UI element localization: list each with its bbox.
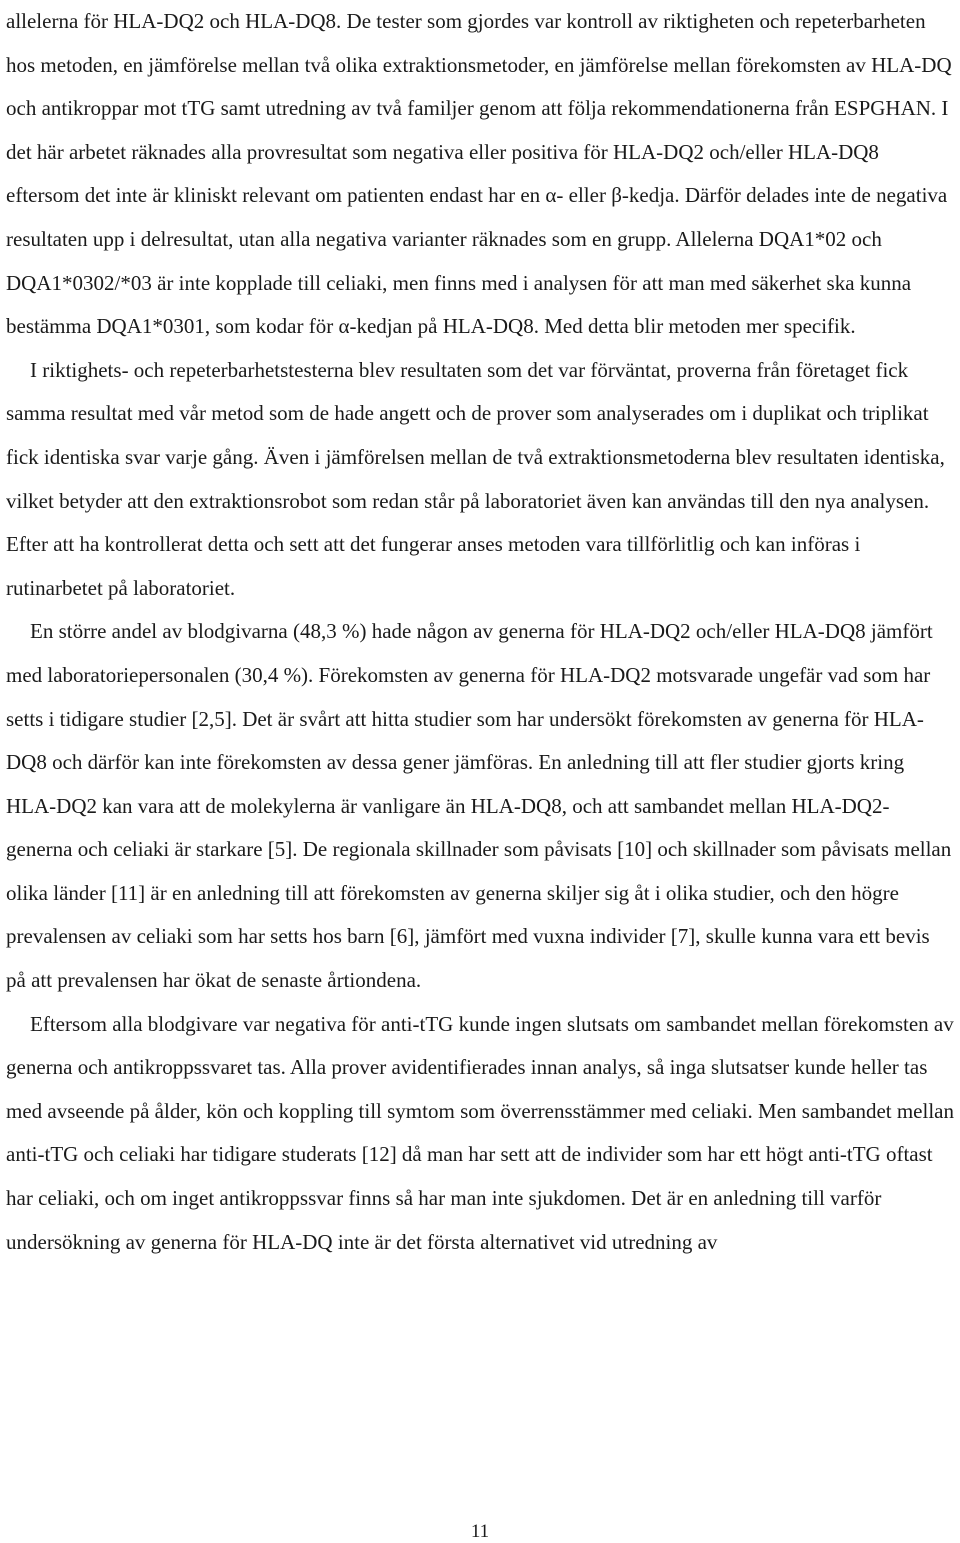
paragraph-1: allelerna för HLA-DQ2 och HLA-DQ8. De tester som gjordes var kontroll av riktigheten och repeterbarheten hos metoden, en jämförelse mellan två olika extraktionsmetoder, en jämförelse mellan förekomsten av HLA-DQ och antikroppar mot tTG samt utredning av två familjer genom att följa rekommendationerna från ESPGHAN. I det här arbetet räknades alla provresultat som negativa eller positiva för HLA-DQ2 och/eller HLA-DQ8 eftersom det inte är kliniskt relevant om patienten endast har en α- eller β-kedja. Därför delades inte de negativa resultaten upp i delresultat, utan alla negativa varianter räknades som en grupp. Allelerna DQA1*02 och DQA1*0302/*03 är inte kopplade till celiaki, men finns med i analysen för att man med säkerhet ska kunna bestämma DQA1*0301, som kodar för α-kedjan på HLA-DQ8. Med detta blir metoden mer specifik. [6, 9, 952, 339]
page-number: 11 [470, 1521, 490, 1542]
paragraph-2: I riktighets- och repeterbarhetstesterna blev resultaten som det var förväntat, proverna från företaget fick samma resultat med vår metod som de hade angett och de prover som analyserades om i duplikat och triplikat fick identiska svar varje gång. Även i jämförelsen mellan de två extraktionsmetoderna blev resultaten identiska, vilket betyder att den extraktionsrobot som redan står på laboratoriet även kan användas till den nya analysen. Efter att ha kontrollerat detta och sett att det fungerar anses metoden vara tillförlitlig och kan införas i rutinarbetet på laboratoriet. [6, 357, 945, 600]
document-body [6, 0, 954, 1264]
paragraph-4: Eftersom alla blodgivare var negativa för anti-tTG kunde ingen slutsats om sambandet mellan förekomsten av generna och antikroppssvaret tas. Alla prover avidentifierades innan analys, så inga slutsatser kunde heller tas med avseende på ålder, kön och koppling till symtom som överrensstämmer med celiaki. Men sambandet mellan anti-tTG och celiaki har tidigare studerats [12] då man har sett att de individer som har ett högt anti-tTG oftast har celiaki, och om inget antikroppssvar finns så har man inte sjukdomen. Det är en anledning till varför undersökning av generna för HLA-DQ inte är det första alternativet vid utredning av [6, 1011, 954, 1254]
paragraph-3: En större andel av blodgivarna (48,3 %) hade någon av generna för HLA-DQ2 och/eller HLA-DQ8 jämfört med laboratoriepersonalen (30,4 %). Förekomsten av generna för HLA-DQ2 motsvarade ungefär vad som har setts i tidigare studier [2,5]. Det är svårt att hitta studier som har undersökt förekomsten av generna för HLA-DQ8 och därför kan inte förekomsten av dessa gener jämföras. En anledning till att fler studier gjorts kring HLA-DQ2 kan vara att de molekylerna är vanligare än HLA-DQ8, och att sambandet mellan HLA-DQ2-generna och celiaki är starkare [5]. De regionala skillnader som påvisats [10] och skillnader som påvisats mellan olika länder [11] är en anledning till att förekomsten av generna skiljer sig åt i olika studier, och den högre prevalensen av celiaki som har setts hos barn [6], jämfört med vuxna individer [7], skulle kunna vara ett bevis på att prevalensen har ökat de senaste årtiondena. [6, 619, 952, 993]
